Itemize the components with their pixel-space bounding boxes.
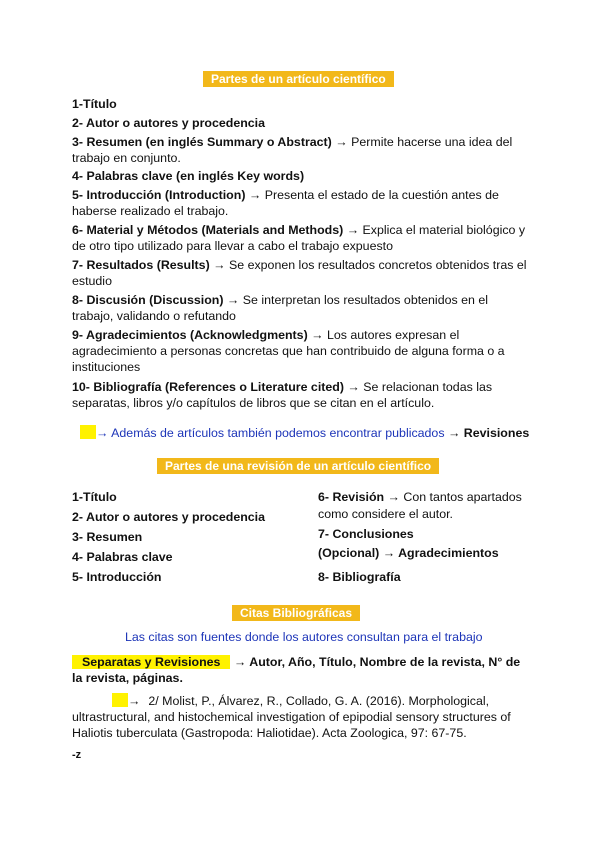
item-description: → Se interpretan los resultados obtenidos en el trabajo, validando o refutando [72, 293, 488, 323]
note-text: → Además de artículos también podemos encontrar publicados [96, 426, 445, 440]
item-description: → Presenta el estado de la cuestión antes de haberse realizado el trabajo. [72, 188, 499, 218]
list-item [72, 379, 532, 411]
item-title: Agradecimientos [398, 546, 499, 560]
example-text: 2/ Molist, P., Álvarez, R., Collado, G. A. (2016). Morphological, ultrastructural, and histochemical investigation of epipodial sensory structures of Haliotis tuberculata (Gastropoda: Haliotidae). Acta Zoologica, 97: 67-75. [72, 694, 511, 740]
item-title: 3- Resumen (en inglés Summary o Abstract) [72, 135, 332, 149]
item-description: → Se relacionan todas las separatas, libros y/o capítulos de libros que se citan en el artículo. [72, 380, 493, 410]
citation-format [72, 654, 532, 686]
item-title: 8- Discusión (Discussion) [72, 293, 224, 307]
note-arrow: → [444, 426, 464, 440]
list-item [72, 187, 532, 219]
list-item [72, 257, 532, 289]
footer-mark: -z [72, 749, 82, 761]
list-item [72, 96, 532, 112]
list-item-continuation: como considere el autor. [318, 507, 453, 521]
list-item: 3- Resumen [72, 530, 143, 544]
citation-tag: Separatas y Revisiones [72, 655, 230, 669]
item-title: 10- Bibliografía (References o Literature cited) [72, 380, 344, 394]
list-item [318, 545, 499, 561]
list-item: 4- Palabras clave [72, 550, 173, 564]
list-item: 5- Introducción [72, 570, 162, 584]
list-item [72, 292, 532, 324]
item-title: 5- Introducción (Introduction) [72, 188, 246, 202]
item-title: 9- Agradecimientos (Acknowledgments) [72, 328, 308, 342]
list-item [72, 222, 532, 254]
list-item [72, 134, 532, 166]
highlight-marker [112, 693, 128, 707]
revisiones-note [80, 425, 529, 441]
item-title: 6- Material y Métodos (Materials and Methods) [72, 223, 344, 237]
note-keyword: Revisiones [463, 426, 530, 440]
item-description: → Los autores expresan el agradecimiento a personas concretas que han contribuido de alguna forma o a instituciones [72, 328, 505, 374]
optional-label: (Opcional) → [318, 546, 399, 560]
section-heading-articulo: Partes de un artículo científico [203, 71, 394, 87]
list-item: 1-Título [72, 490, 117, 504]
list-item [72, 168, 532, 184]
list-item [72, 115, 532, 131]
item-title: 2- Autor o autores y procedencia [72, 116, 266, 130]
list-item: 2- Autor o autores y procedencia [72, 510, 266, 524]
section-heading-revision: Partes de una revisión de un artículo científico [157, 458, 439, 474]
list-item [318, 489, 522, 505]
list-item: 7- Conclusiones [318, 527, 414, 541]
item-title: 7- Resultados (Results) [72, 258, 210, 272]
citas-subtitle: Las citas son fuentes donde los autores consultan para el trabajo [125, 630, 483, 644]
item-title: 1-Título [72, 97, 117, 111]
item-description: → Se exponen los resultados concretos obtenidos tras el estudio [72, 258, 527, 288]
section-heading-citas: Citas Bibliográficas [232, 605, 360, 621]
item-description: → Explica el material biológico y de otro tipo utilizado para llevar a cabo el trabajo expuesto [72, 223, 526, 253]
item-description: → Con tantos apartados [384, 490, 522, 504]
list-item [72, 327, 532, 375]
citation-example [72, 693, 532, 741]
list-item: 8- Bibliografía [318, 570, 401, 584]
example-arrow: → [128, 694, 141, 708]
item-title: 6- Revisión [318, 490, 385, 504]
highlight-marker [80, 425, 96, 439]
item-description: → Permite hacerse una idea del trabajo en conjunto. [72, 135, 513, 165]
item-title: 4- Palabras clave (en inglés Key words) [72, 169, 305, 183]
citation-format-text: → Autor, Año, Título, Nombre de la revista, N° de la revista, páginas. [72, 655, 521, 685]
